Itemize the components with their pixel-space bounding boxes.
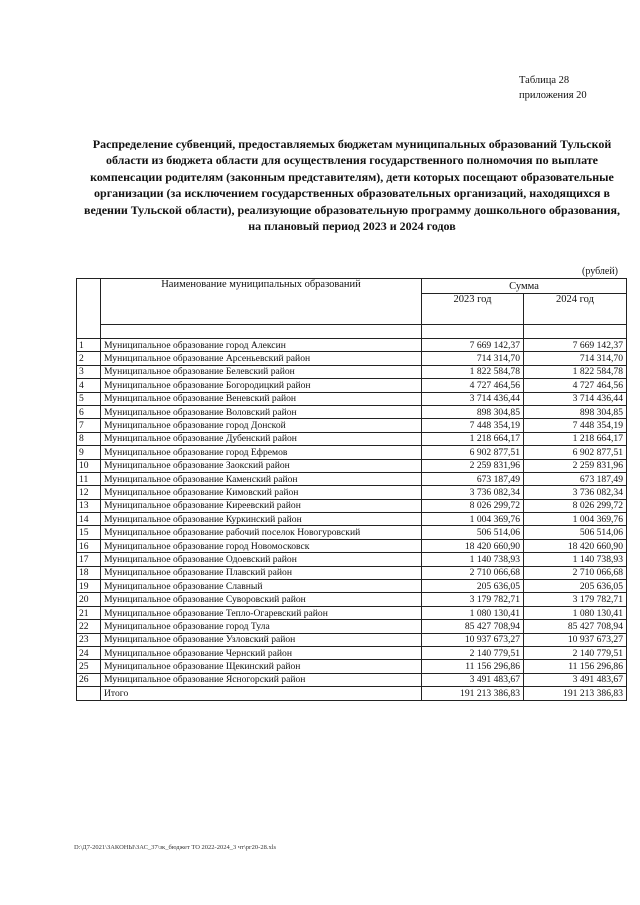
row-name: Муниципальное образование Тепло-Огаревский район (101, 606, 422, 619)
table-row (77, 539, 627, 552)
table-row (77, 365, 627, 378)
table-row (77, 646, 627, 659)
header-2023: 2023 год (422, 294, 524, 325)
row-number: 5 (77, 392, 101, 405)
row-value-2023: 11 156 296,86 (422, 660, 524, 673)
row-name: Муниципальное образование Славный (101, 580, 422, 593)
header-sum: Сумма (422, 279, 627, 294)
row-value-2024: 3 179 782,71 (524, 593, 627, 606)
row-value-2024: 2 140 779,51 (524, 646, 627, 659)
row-name: Муниципальное образование рабочий поселок Новогуровский (101, 526, 422, 539)
file-path-footer: D:\Д7-2021\ЗАКОНЫ\ЗАС_37\зк_бюджет ТО 2022-2024_3 чт\рг20-28.xls (74, 844, 277, 851)
header-blank-cell (422, 325, 524, 339)
row-number: 14 (77, 513, 101, 526)
row-name: Муниципальное образование Богородицкий район (101, 379, 422, 392)
row-name: Муниципальное образование Белевский район (101, 365, 422, 378)
row-name: Муниципальное образование город Новомосковск (101, 539, 422, 552)
row-value-2023: 2 140 779,51 (422, 646, 524, 659)
row-number: 25 (77, 660, 101, 673)
row-number: 20 (77, 593, 101, 606)
row-number: 16 (77, 539, 101, 552)
row-value-2023: 714 314,70 (422, 352, 524, 365)
row-value-2023: 7 448 354,19 (422, 419, 524, 432)
row-name: Муниципальное образование город Тула (101, 620, 422, 633)
row-number: 6 (77, 405, 101, 418)
header-blank-cell (524, 325, 627, 339)
header-blank-cell (101, 325, 422, 339)
row-number: 18 (77, 566, 101, 579)
table-row (77, 339, 627, 352)
row-name: Муниципальное образование Каменский район (101, 472, 422, 485)
row-name: Муниципальное образование Суворовский район (101, 593, 422, 606)
row-number: 9 (77, 446, 101, 459)
row-number: 1 (77, 339, 101, 352)
row-name: Муниципальное образование Киреевский район (101, 499, 422, 512)
row-name: Муниципальное образование Дубенский район (101, 432, 422, 445)
row-name: Муниципальное образование Чернский район (101, 646, 422, 659)
row-value-2023: 1 218 664,17 (422, 432, 524, 445)
row-name: Муниципальное образование Кимовский район (101, 486, 422, 499)
row-value-2024: 1 218 664,17 (524, 432, 627, 445)
row-value-2023: 3 179 782,71 (422, 593, 524, 606)
row-value-2023: 85 427 708,94 (422, 620, 524, 633)
row-number: 3 (77, 365, 101, 378)
row-value-2023: 7 669 142,37 (422, 339, 524, 352)
row-value-2024: 3 714 436,44 (524, 392, 627, 405)
table-row (77, 405, 627, 418)
table-row (77, 566, 627, 579)
row-number: 8 (77, 432, 101, 445)
row-number: 26 (77, 673, 101, 686)
row-value-2024: 506 514,06 (524, 526, 627, 539)
row-value-2024: 2 259 831,96 (524, 459, 627, 472)
row-number: 15 (77, 526, 101, 539)
row-value-2023: 6 902 877,51 (422, 446, 524, 459)
row-number: 21 (77, 606, 101, 619)
row-name: Муниципальное образование Одоевский район (101, 553, 422, 566)
subvention-table (76, 278, 627, 701)
header-2024: 2024 год (524, 294, 627, 325)
table-row (77, 620, 627, 633)
table-row (77, 660, 627, 673)
total-number-cell (77, 687, 101, 700)
row-name: Муниципальное образование Узловский район (101, 633, 422, 646)
table-row (77, 379, 627, 392)
row-number: 4 (77, 379, 101, 392)
row-value-2023: 3 491 483,67 (422, 673, 524, 686)
table-row (77, 499, 627, 512)
row-value-2024: 3 736 082,34 (524, 486, 627, 499)
row-number: 23 (77, 633, 101, 646)
header-name: Наименование муниципальных образований (101, 279, 422, 325)
row-value-2024: 11 156 296,86 (524, 660, 627, 673)
row-name: Муниципальное образование Воловский район (101, 405, 422, 418)
row-value-2024: 205 636,05 (524, 580, 627, 593)
row-name: Муниципальное образование город Донской (101, 419, 422, 432)
table-caption (519, 73, 587, 103)
table-row (77, 459, 627, 472)
row-value-2024: 10 937 673,27 (524, 633, 627, 646)
row-value-2023: 1 004 369,76 (422, 513, 524, 526)
table-row (77, 673, 627, 686)
table-row (77, 580, 627, 593)
row-value-2024: 1 822 584,78 (524, 365, 627, 378)
row-value-2024: 18 420 660,90 (524, 539, 627, 552)
row-value-2024: 714 314,70 (524, 352, 627, 365)
row-value-2024: 1 080 130,41 (524, 606, 627, 619)
row-value-2023: 205 636,05 (422, 580, 524, 593)
row-value-2023: 2 259 831,96 (422, 459, 524, 472)
table-row (77, 392, 627, 405)
row-name: Муниципальное образование город Ефремов (101, 446, 422, 459)
row-value-2024: 1 140 738,93 (524, 553, 627, 566)
row-value-2024: 3 491 483,67 (524, 673, 627, 686)
document-title: Распределение субвенций, предоставляемых бюджетам муниципальных образований Тульской области из бюджета области для осуществления государственного полномочия по выплате компенсации родителям (законным представителям), дети которых посещают образовательные организации (за исключением государственных образовательных организаций, находящихся в ведении Тульской области), реализующие образовательную программу дошкольного образования, на плановый период 2023 и 2024 годов (83, 137, 620, 234)
row-value-2023: 4 727 464,56 (422, 379, 524, 392)
row-name: Муниципальное образование Куркинский район (101, 513, 422, 526)
row-number: 12 (77, 486, 101, 499)
row-value-2023: 3 714 436,44 (422, 392, 524, 405)
row-value-2023: 8 026 299,72 (422, 499, 524, 512)
total-2024: 191 213 386,83 (524, 687, 627, 700)
row-value-2023: 1 822 584,78 (422, 365, 524, 378)
table-row (77, 553, 627, 566)
header-number-cell (77, 279, 101, 339)
total-row (77, 687, 627, 700)
total-label: Итого (101, 687, 422, 700)
appendix-label: приложения 20 (519, 90, 587, 101)
row-number: 13 (77, 499, 101, 512)
table-row (77, 633, 627, 646)
row-name: Муниципальное образование Веневский район (101, 392, 422, 405)
row-name: Муниципальное образование Плавский район (101, 566, 422, 579)
row-number: 11 (77, 472, 101, 485)
row-value-2024: 7 669 142,37 (524, 339, 627, 352)
table-number-label: Таблица 28 (519, 75, 570, 86)
row-name: Муниципальное образование город Алексин (101, 339, 422, 352)
total-2023: 191 213 386,83 (422, 687, 524, 700)
row-value-2024: 1 004 369,76 (524, 513, 627, 526)
table-row (77, 526, 627, 539)
row-number: 19 (77, 580, 101, 593)
row-number: 7 (77, 419, 101, 432)
row-value-2023: 3 736 082,34 (422, 486, 524, 499)
row-value-2023: 506 514,06 (422, 526, 524, 539)
row-value-2024: 7 448 354,19 (524, 419, 627, 432)
table-row (77, 419, 627, 432)
units-label: (рублей) (582, 266, 619, 277)
table-row (77, 472, 627, 485)
row-name: Муниципальное образование Ясногорский район (101, 673, 422, 686)
table-row (77, 593, 627, 606)
row-value-2023: 2 710 066,68 (422, 566, 524, 579)
row-value-2024: 673 187,49 (524, 472, 627, 485)
table-row (77, 352, 627, 365)
row-name: Муниципальное образование Заокский район (101, 459, 422, 472)
row-name: Муниципальное образование Арсеньевский район (101, 352, 422, 365)
table-row (77, 446, 627, 459)
row-number: 10 (77, 459, 101, 472)
table-row (77, 432, 627, 445)
row-value-2023: 1 080 130,41 (422, 606, 524, 619)
row-value-2023: 673 187,49 (422, 472, 524, 485)
row-value-2024: 8 026 299,72 (524, 499, 627, 512)
table-row (77, 606, 627, 619)
row-name: Муниципальное образование Щекинский район (101, 660, 422, 673)
table-row (77, 486, 627, 499)
row-value-2023: 18 420 660,90 (422, 539, 524, 552)
table-row (77, 513, 627, 526)
row-value-2023: 898 304,85 (422, 405, 524, 418)
row-value-2024: 6 902 877,51 (524, 446, 627, 459)
row-value-2023: 1 140 738,93 (422, 553, 524, 566)
row-number: 22 (77, 620, 101, 633)
row-value-2024: 85 427 708,94 (524, 620, 627, 633)
row-number: 24 (77, 646, 101, 659)
row-value-2024: 2 710 066,68 (524, 566, 627, 579)
row-value-2024: 898 304,85 (524, 405, 627, 418)
row-number: 2 (77, 352, 101, 365)
row-value-2024: 4 727 464,56 (524, 379, 627, 392)
row-number: 17 (77, 553, 101, 566)
row-value-2023: 10 937 673,27 (422, 633, 524, 646)
